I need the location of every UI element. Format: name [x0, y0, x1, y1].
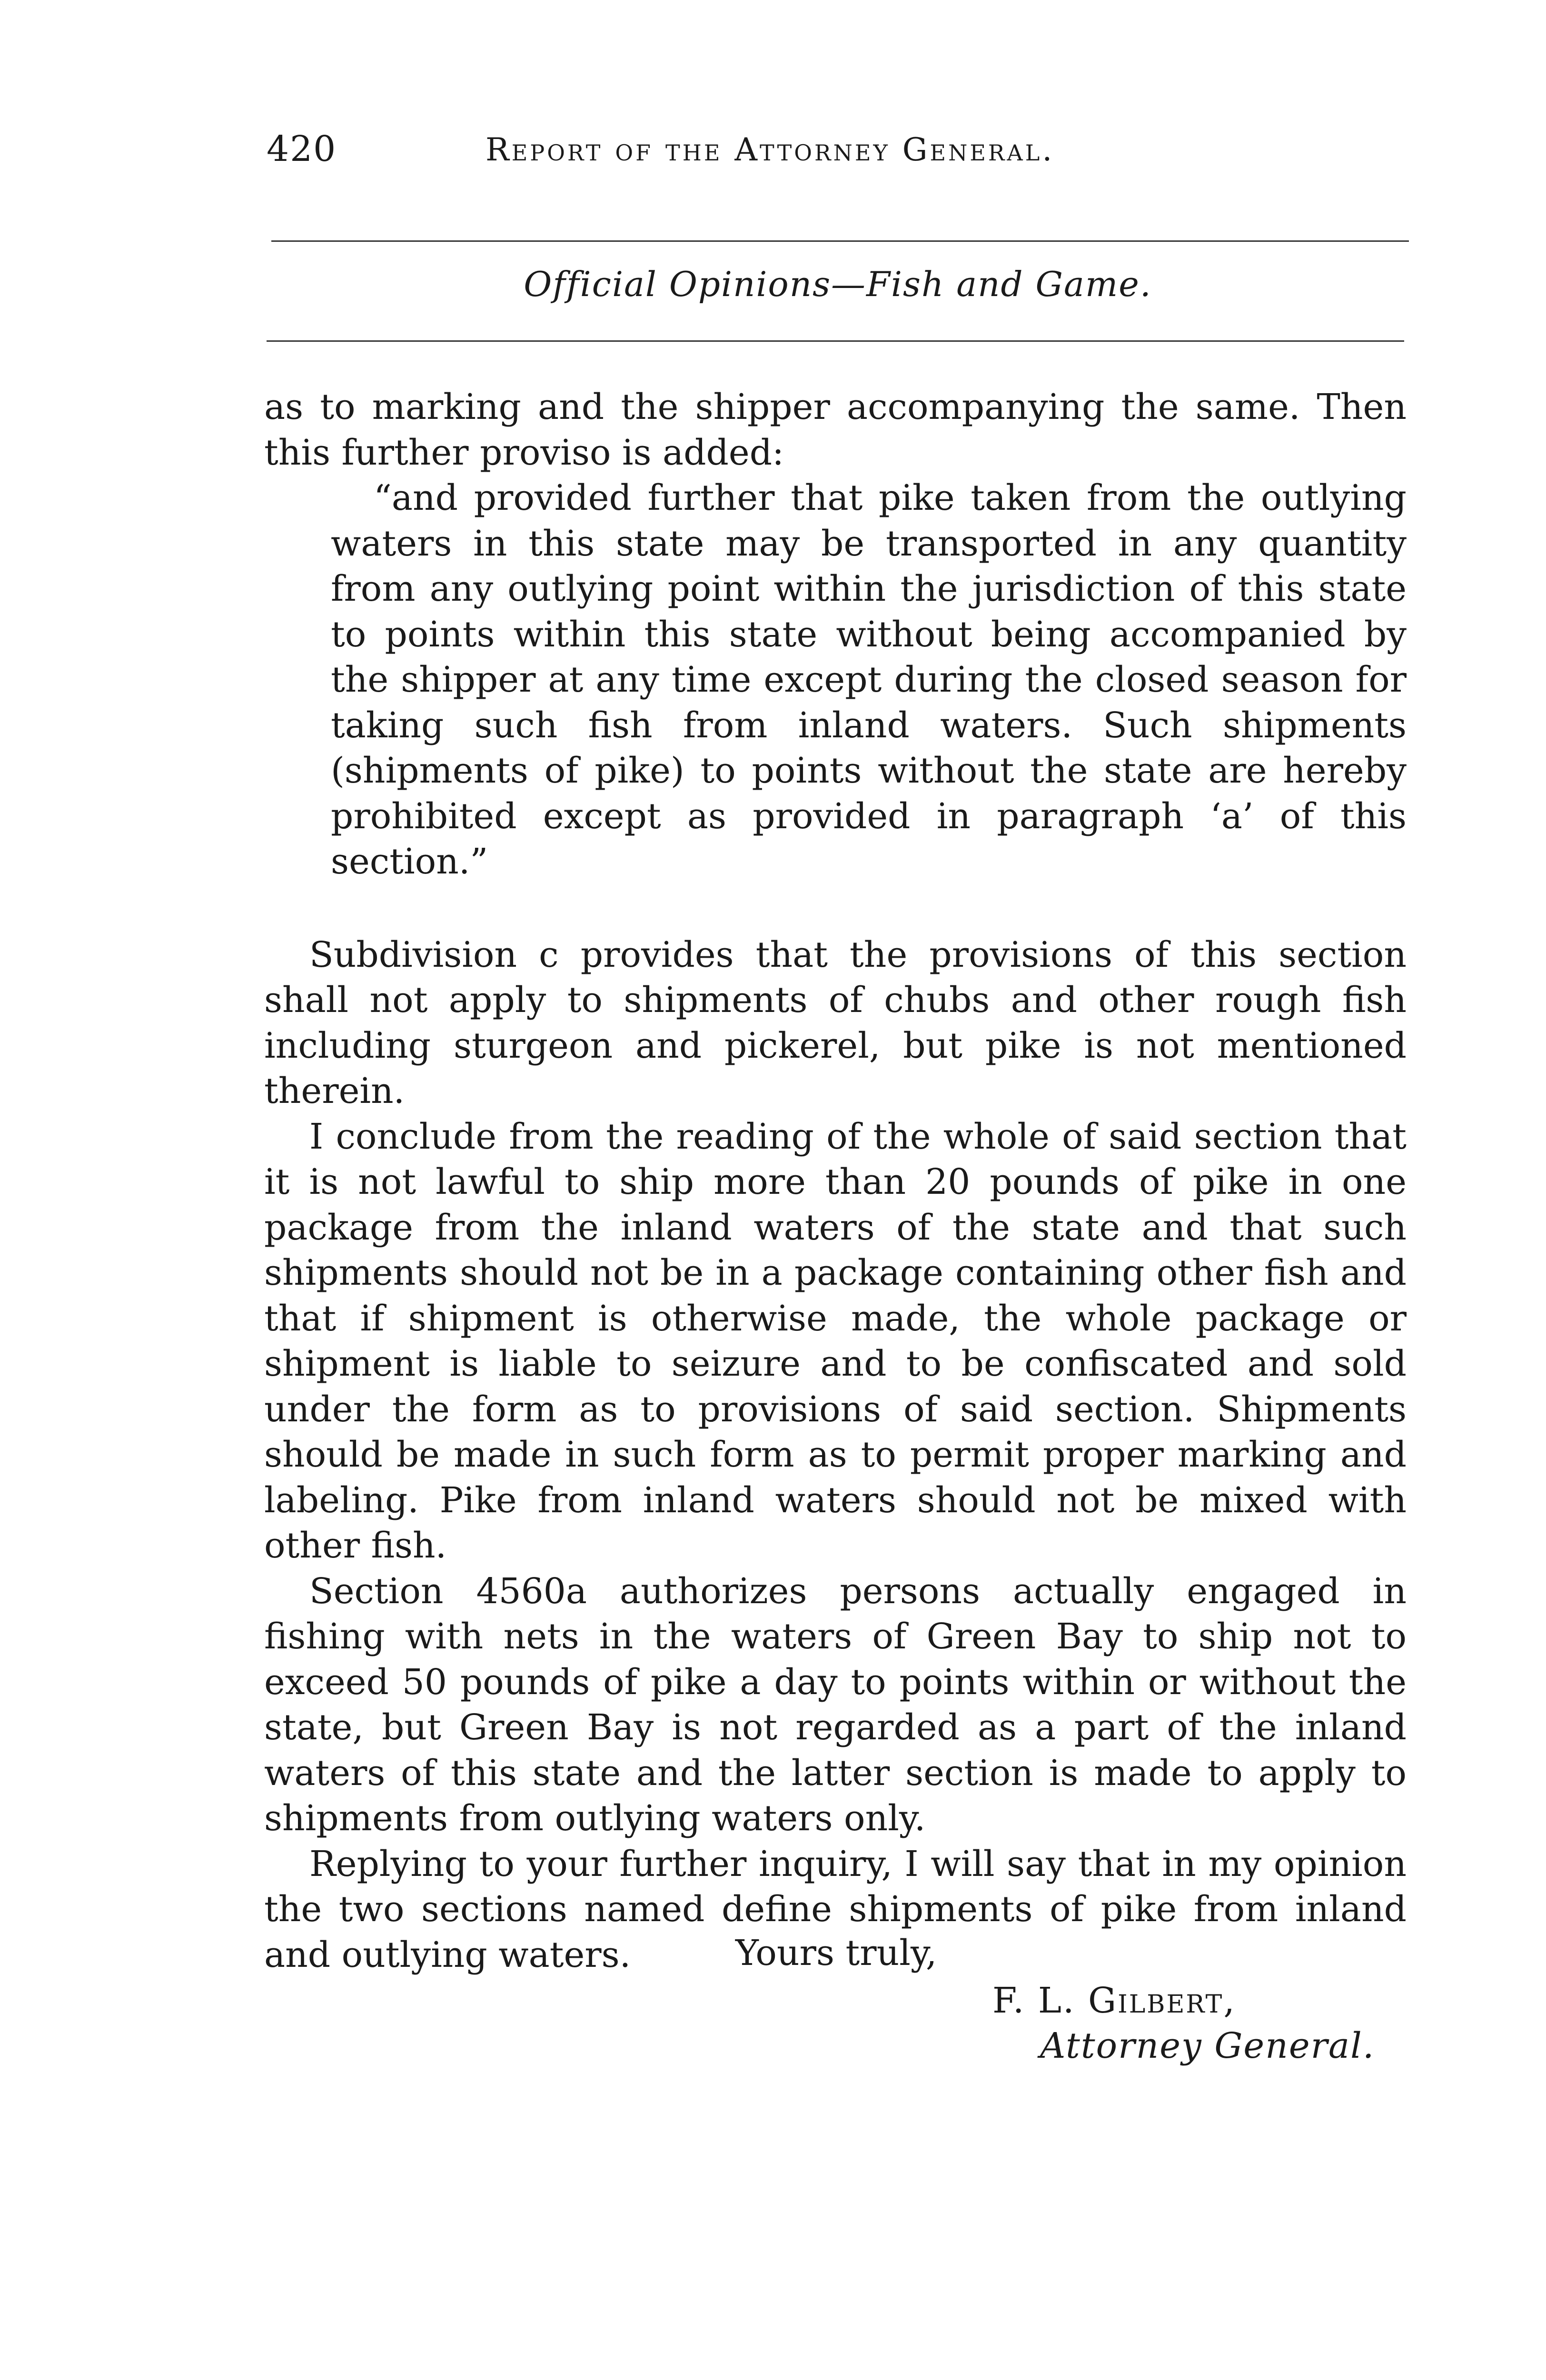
- signer-name: F. L. Gilbert,: [992, 1980, 1236, 2021]
- page-number: 420: [267, 129, 337, 169]
- page-header: [267, 129, 1409, 181]
- paragraph-spacer: [264, 885, 1407, 932]
- signer-title: Attorney General.: [1040, 2025, 1375, 2066]
- section-title: Official Opinions—Fish and Game.: [524, 264, 1152, 304]
- section-4560a-paragraph: Section 4560a authorizes persons actually engaged in fishing with nets in the waters of Green Bay to ship not to exceed 50 pounds of pike a day to points within or without the state, but Green Bay is not regarded as a part of the inland waters of this state and the latter section is made to apply to shipments from outlying waters only.: [264, 1570, 1407, 1839]
- header-rule-bottom: [267, 340, 1404, 342]
- subdivision-c-paragraph: Subdivision c provides that the provisions of this section shall not apply to shipments of chubs and other rough fish including sturgeon and pickerel, but pike is not mentioned therein.: [264, 934, 1407, 1111]
- body-text: [264, 385, 1407, 1978]
- reply-paragraph: Replying to your further inquiry, I will say that in my opinion the two sections named define shipments of pike from inland and outlying waters.: [264, 1843, 1407, 1975]
- continued-paragraph: as to marking and the shipper accompanying the same. Then this further proviso is added:: [264, 387, 1407, 473]
- closing-salutation: Yours truly,: [735, 1933, 937, 1973]
- quoted-proviso: “and provided further that pike taken from the outlying waters in this state may be transported in any quantity from any outlying point within the jurisdiction of this state to points within this state without being accompanied by the shipper at any time except during the closed season for taking such fish from inland waters. Such shipments (shipments of pike) to points without the state are hereby prohibited except as provided in paragraph ‘a’ of this section.”: [331, 477, 1407, 882]
- conclusion-paragraph: I conclude from the reading of the whole of said section that it is not lawful to ship more than 20 pounds of pike in one package from the inland waters of the state and that such shipments should not be in a package containing other fish and that if shipment is otherwise made, the whole package or shipment is liable to seizure and to be confiscated and sold under the form as to provisions of said section. Shipments should be made in such form as to permit proper marking and labeling. Pike from inland waters should not be mixed with other fish.: [264, 1116, 1407, 1566]
- header-rule-top: [271, 240, 1409, 242]
- running-title: Report of the Attorney General.: [486, 131, 1055, 168]
